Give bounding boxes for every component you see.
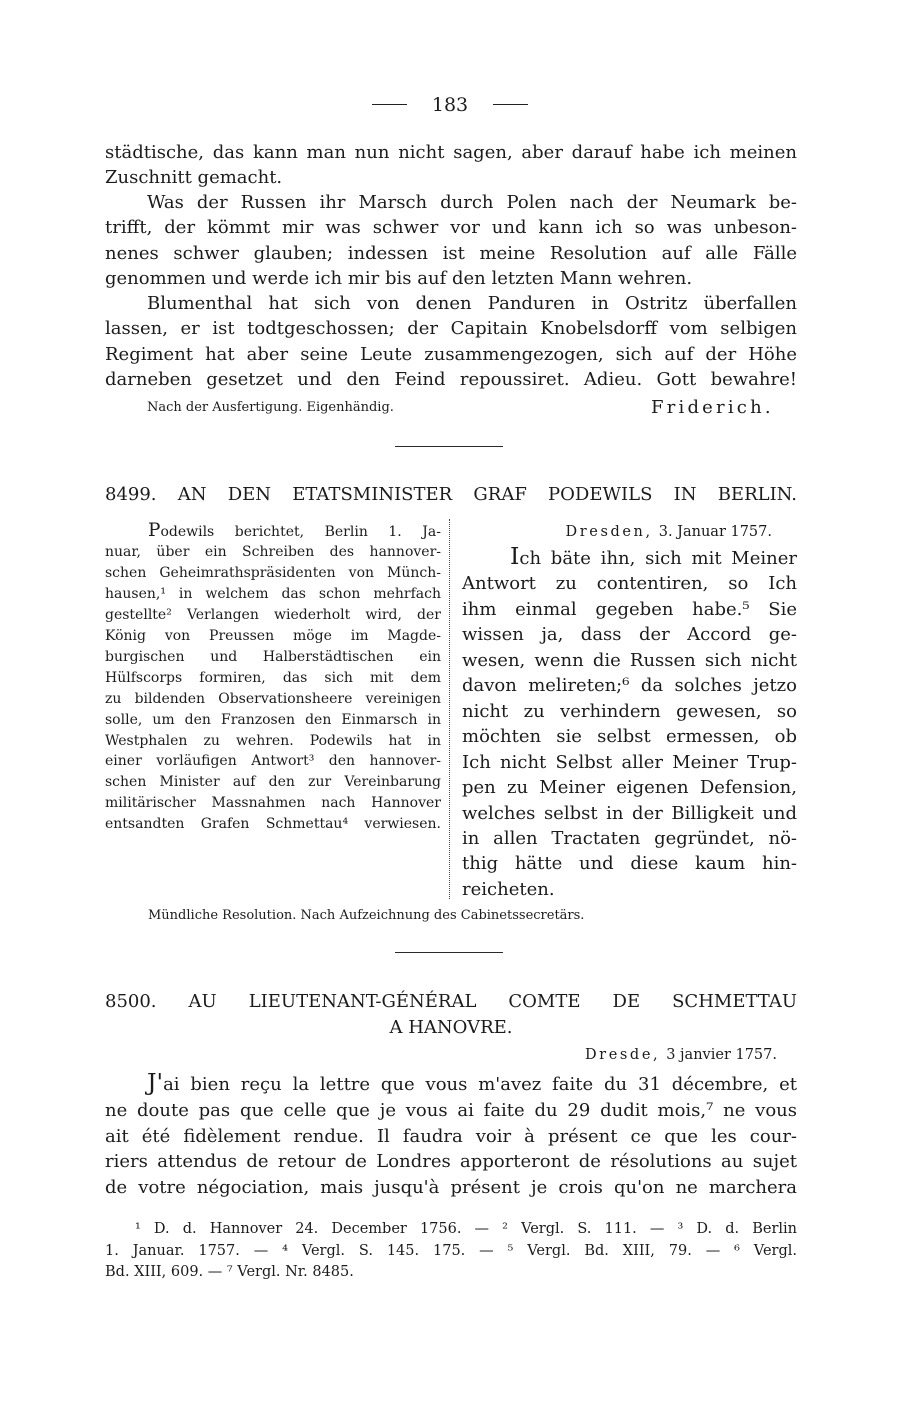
letter-line: Antwort zu contentiren, so Ich: [462, 573, 797, 595]
letter-line: ne doute pas que celle que je vous ai faite du 29 dudit mois,⁷ ne vous: [105, 1099, 797, 1121]
letter-body: [105, 1070, 797, 1201]
letter-line: J'ai bien reçu la lettre que vous m'avez faite du 31 décembre, et: [147, 1068, 797, 1096]
text-line: städtische, das kann man nun nicht sagen, aber darauf habe ich meinen: [105, 141, 797, 163]
dateline: [462, 523, 772, 541]
text-line: genommen und werde ich mir bis auf den letzten Mann wehren.: [105, 267, 693, 289]
text-line: Regiment hat aber seine Leute zusammengezogen, sich auf der Höhe: [105, 343, 797, 365]
letter-line: reicheten.: [462, 878, 555, 900]
paragraph: [105, 190, 797, 291]
summary-line: burgischen und Halberstädtischen ein: [105, 648, 441, 665]
summary-line: schen Geheimrathspräsidenten von Münch-: [105, 565, 441, 582]
letter-heading: 8499. AN DEN ETATSMINISTER GRAF PODEWILS IN BERLIN.: [105, 484, 797, 505]
header-rule-right: [493, 104, 528, 105]
text-line: darneben gesetzet und den Feind repoussiret. Adieu. Gott bewahre!: [105, 368, 797, 390]
summary-line: hausen,¹ in welchem das schon mehrfach: [105, 586, 441, 603]
heading-line: A HANOVRE.: [389, 1017, 513, 1038]
continuation-text: [105, 140, 797, 393]
text-line: Zuschnitt gemacht.: [105, 166, 283, 188]
letter-heading: [105, 989, 797, 1041]
letter-line: wesen, wenn die Russen sich nicht: [462, 649, 797, 671]
text-line: trifft, der kömmt mir was schwer vor und kann ich so was unbeson-: [105, 217, 797, 239]
dateline-date: 3. Januar 1757.: [658, 524, 772, 540]
letter-line: nicht zu verhindern gewesen, so: [462, 700, 797, 722]
text-line: Blumenthal hat sich von denen Panduren in Ostritz überfallen: [147, 293, 797, 314]
page-number: 183: [431, 94, 469, 116]
footnote-line: 1. Januar. 1757. — ⁴ Vergl. S. 145. 175. — ⁵ Vergl. Bd. XIII, 79. — ⁶ Vergl.: [105, 1242, 797, 1259]
dateline-place: Dresde,: [584, 1047, 661, 1063]
summary-column: [105, 521, 441, 836]
summary-line: gestellte² Verlangen wiederholt wird, der: [105, 607, 441, 624]
summary-line: schen Minister auf den zur Vereinbarung: [105, 774, 441, 791]
summary-line: solle, um den Franzosen den Einmarsch in: [105, 711, 441, 728]
summary-line: Podewils berichtet, Berlin 1. Ja-: [148, 519, 441, 541]
letter-line: davon melireten;⁶ da solches jetzo: [462, 675, 797, 697]
letter-line: ait été fidèlement rendue. Il faudra voir à présent ce que les cour-: [105, 1125, 797, 1147]
header-rule-left: [372, 104, 407, 105]
dateline: [462, 1046, 777, 1064]
signature: Friderich.: [651, 397, 774, 418]
letter-line: riers attendus de retour de Londres apporteront de résolutions au sujet: [105, 1151, 797, 1173]
dateline-place: Dresden,: [565, 524, 653, 540]
continuation-paragraph: [105, 140, 797, 191]
letter-line: ihm einmal gegeben habe.⁵ Sie: [462, 598, 797, 620]
footnote-line: ¹ D. d. Hannover 24. December 1756. — ² Vergl. S. 111. — ³ D. d. Berlin: [135, 1221, 797, 1237]
section-divider: [395, 446, 503, 447]
text-line: Was der Russen ihr Marsch durch Polen nach der Neumark be-: [147, 192, 797, 213]
dateline-date: 3 janvier 1757.: [666, 1047, 777, 1063]
letter-line: wissen ja, dass der Accord ge-: [462, 624, 797, 646]
letter-line: Ich nicht Selbst aller Meiner Trup-: [462, 751, 797, 773]
letter-line: de votre négociation, mais jusqu'à présent je crois qu'on ne marchera: [105, 1177, 797, 1198]
paragraph: [105, 291, 797, 392]
letter-line: in allen Tractaten gegründet, nö-: [462, 827, 797, 849]
letter-line: möchten sie selbst ermessen, ob: [462, 726, 797, 748]
text-line: lassen, er ist todtgeschossen; der Capitain Knobelsdorff vom selbigen: [105, 318, 797, 340]
footnotes: [105, 1219, 797, 1284]
letter-line: pen zu Meiner eigenen Defension,: [462, 777, 797, 799]
summary-line: Westphalen zu wehren. Podewils hat in: [105, 732, 441, 749]
summary-line: entsandten Grafen Schmettau⁴ verwiesen.: [105, 816, 441, 833]
source-note: Mündliche Resolution. Nach Aufzeichnung des Cabinetssecretärs.: [148, 908, 585, 923]
letter-body: [462, 544, 797, 902]
heading-line: 8500. AU LIEUTENANT-GÉNÉRAL COMTE DE SCHMETTAU: [105, 991, 797, 1012]
letter-line: thig hätte und diese kaum hin-: [462, 853, 797, 875]
letter-line: welches selbst in der Billigkeit und: [462, 802, 797, 824]
text-line: nenes schwer glauben; indessen ist meine Resolution auf alle Fälle: [105, 242, 797, 264]
footnote-line: Bd. XIII, 609. — ⁷ Vergl. Nr. 8485.: [105, 1264, 354, 1280]
column-separator: [449, 519, 450, 899]
section-divider: [395, 952, 503, 953]
page-number-header: [0, 92, 900, 118]
summary-line: einer vorläufigen Antwort³ den hannover-: [105, 753, 441, 770]
summary-line: nuar, über ein Schreiben des hannover-: [105, 544, 441, 561]
summary-line: zu bildenden Observationsheere vereinigen: [105, 690, 441, 707]
letter-line: Ich bäte ihn, sich mit Meiner: [510, 542, 797, 570]
summary-line: König von Preussen möge im Magde-: [105, 628, 441, 645]
source-note: Nach der Ausfertigung. Eigenhändig.: [147, 400, 394, 415]
summary-line: militärischer Massnahmen nach Hannover: [105, 795, 441, 812]
summary-line: Hülfscorps formiren, das sich mit dem: [105, 669, 441, 686]
